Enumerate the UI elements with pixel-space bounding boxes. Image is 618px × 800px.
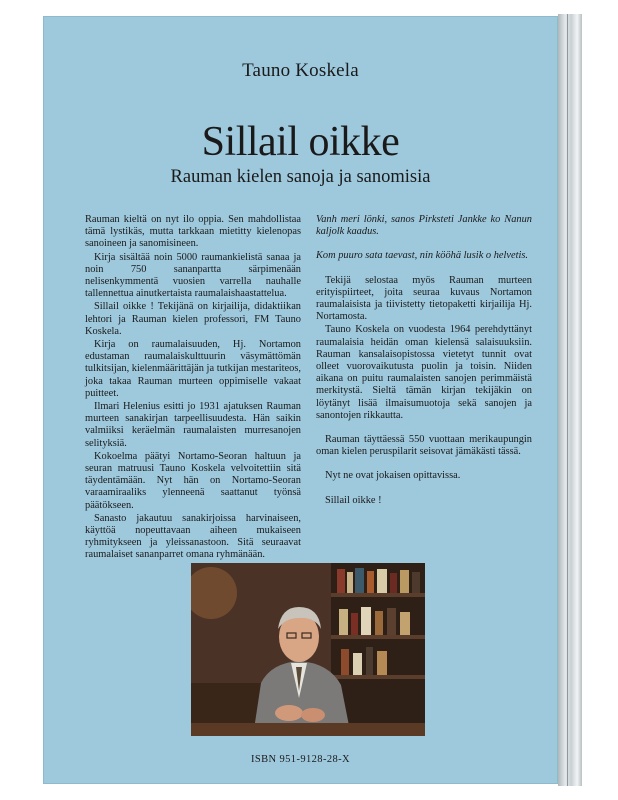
blurb-left-column (85, 214, 301, 563)
blurb-paragraph: Sanasto jakautuu sanakirjoissa harvinaiseen, käyttöä nopeuttavaan aiheen mukaiseen ryhmitykseen ja yleissanastoon. Sitä seuraavat raumalaiset sananparret omana ryhmänään. (85, 512, 301, 561)
author-photo-illustration (191, 563, 425, 736)
blurb-paragraph: Kirja sisältää noin 5000 raumankielistä sanaa ja noin 750 sananpartta särpimenään nelisenkymmentä vuosien varrella nauhalle tallennettua ainutkertaista raumalaishaastattelua. (85, 251, 301, 300)
blurb-paragraph: Ilmari Helenius esitti jo 1931 ajatuksen Rauman murteen sanakirjan tarpeellisuudesta. Hän saikin valmiiksi keräelmän raumalaisten murresanojen selityksiä. (85, 401, 301, 449)
blurb-paragraph: Sillail oikke ! Tekijänä on kirjailija, didaktiikan lehtori ja Rauman kielen professori, FM Tauno Koskela. (85, 301, 301, 337)
author-photo (191, 563, 425, 736)
blurb-paragraph: Kirja on raumalaisuuden, Hj. Nortamon edustaman raumalaiskulttuurin väsymättömän tulkitsijan, kielenmäärittäjän ja tutkijan mestariteos, joka takaa Rauman murteen oppimiselle vakaat puitteet. (85, 339, 301, 399)
spine-fold (567, 14, 568, 786)
book-spine (558, 14, 582, 786)
blurb-paragraph: Nyt ne ovat jokaisen opittavissa. (325, 470, 461, 482)
blurb-right-column (316, 214, 532, 508)
blurb-paragraph: Rauman täyttäessä 550 vuottaan merikaupungin oman kielen peruspilarit seisovat jämäkästi tässä. (316, 434, 532, 458)
dialect-quote: Vanh meri lönki, sanos Pirksteti Jankke ko Nanun kaljolk kaadus. (316, 214, 532, 238)
book-back-cover (43, 16, 558, 784)
closing-phrase: Sillail oikke ! (325, 494, 382, 506)
book-title: Sillail oikke (201, 119, 400, 165)
blurb-paragraph: Tauno Koskela on vuodesta 1964 perehdyttänyt raumalaisia heidän oman kielensä salaisuuksiin. Rauman kansalaisopistossa vietetyt tunnit ovat olleet vuorovaikutusta puolin ja toisin. Niiden aikana on puitu raumalaisten sanojen perimmäistä merkitystä. Sieltä tämän kirjan tekijäkin on löytänyt lisää ilmaisumuotoja sekä sanojen ja sanontojen rikkautta. (316, 324, 532, 421)
dialect-quote: Kom puuro sata taevast, nin kööhä lusik o helvetis. (316, 250, 529, 262)
blurb-paragraph: Rauman kieltä on nyt ilo oppia. Sen mahdollistaa tämä lystikäs, mutta tarkkaan mietitty kielenopas sanoineen ja sanomisineen. (85, 214, 301, 250)
author-name: Tauno Koskela (242, 60, 359, 81)
blurb-paragraph: Kokoelma päätyi Nortamo-Seoran haltuun ja seuran matruusi Tauno Koskela velvoitettiin sitä täydentämään. Nyt hän on Nortamo-Seoran varaamiraaliks ylenneenä saattanut työnsä päätökseen. (85, 450, 301, 511)
blurb-paragraph: Tekijä selostaa myös Rauman murteen erityispiirteet, joita seuraa kuvaus Nortamon raumalaisista ja tiivistetty tietopaketti kirjailija Hj. Nortamosta. (316, 274, 532, 323)
book-subtitle: Rauman kielen sanoja ja sanomisia (170, 167, 431, 187)
isbn-number: ISBN 951-9128-28-X (250, 754, 351, 765)
